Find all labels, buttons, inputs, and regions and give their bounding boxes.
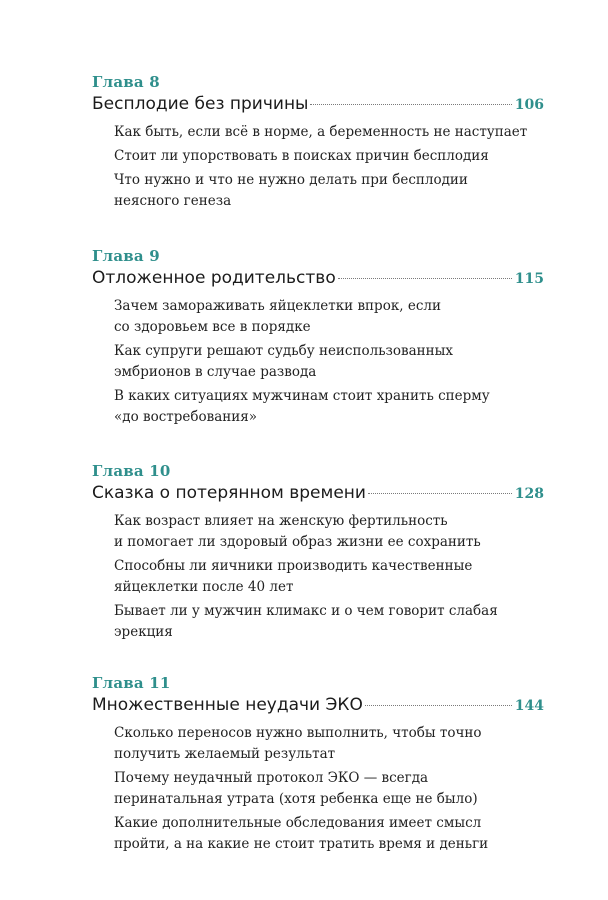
chapter-title-row[interactable] (92, 482, 544, 504)
section-item: Как супруги решают судьбу неиспользованных эмбрионов в случае развода (114, 343, 454, 380)
chapter-title: Множественные неудачи ЭКО (92, 695, 363, 715)
chapter-title: Отложенное родительство (92, 268, 336, 288)
section-item: Почему неудачный протокол ЭКО — всегда перинатальная утрата (хотя ребенка еще не было) (114, 770, 478, 807)
section-list (114, 723, 544, 855)
section-item: Зачем замораживать яйцеклетки впрок, если со здоровьем все в порядке (114, 298, 441, 335)
section-item: Что нужно и что не нужно делать при бесплодии неясного генеза (114, 172, 468, 209)
chapter-title-row[interactable] (92, 93, 544, 115)
dot-leader (365, 705, 512, 706)
chapter-title: Сказка о потерянном времени (92, 483, 366, 503)
chapter-8 (92, 72, 544, 215)
section-item: Сколько переносов нужно выполнить, чтобы точно получить желаемый результат (114, 725, 482, 762)
chapter-label: Глава 8 (92, 73, 160, 91)
section-item: Как возраст влияет на женскую фертильность и помогает ли здоровый образ жизни ее сохранить (114, 513, 481, 550)
page-number: 128 (514, 486, 544, 502)
chapter-title: Бесплодие без причины (92, 94, 309, 114)
chapter-label: Глава 10 (92, 462, 171, 480)
page-number: 144 (514, 698, 544, 714)
page-number: 115 (514, 271, 544, 287)
section-list (114, 296, 544, 428)
chapter-label: Глава 11 (92, 674, 171, 692)
chapter-9 (92, 246, 544, 431)
section-item: Какие дополнительные обследования имеет смысл пройти, а на какие не стоит тратить время и деньги (114, 815, 489, 852)
chapter-label: Глава 9 (92, 247, 160, 265)
dot-leader (368, 493, 512, 494)
section-item: Способны ли яичники производить качественные яйцеклетки после 40 лет (114, 558, 473, 595)
section-item: Стоит ли упорствовать в поисках причин бесплодия (114, 148, 489, 164)
chapter-title-row[interactable] (92, 694, 544, 716)
chapter-11 (92, 673, 544, 858)
section-item: Бывает ли у мужчин климакс и о чем говорит слабая эрекция (114, 603, 498, 640)
section-list (114, 122, 544, 212)
page-number: 106 (514, 97, 544, 113)
dot-leader (310, 104, 511, 105)
section-item: В каких ситуациях мужчинам стоит хранить сперму «до востребования» (114, 388, 490, 425)
section-item: Как быть, если всё в норме, а беременность не наступает (114, 124, 528, 140)
chapter-title-row[interactable] (92, 267, 544, 289)
dot-leader (338, 278, 512, 279)
section-list (114, 511, 544, 643)
chapter-10 (92, 461, 544, 646)
